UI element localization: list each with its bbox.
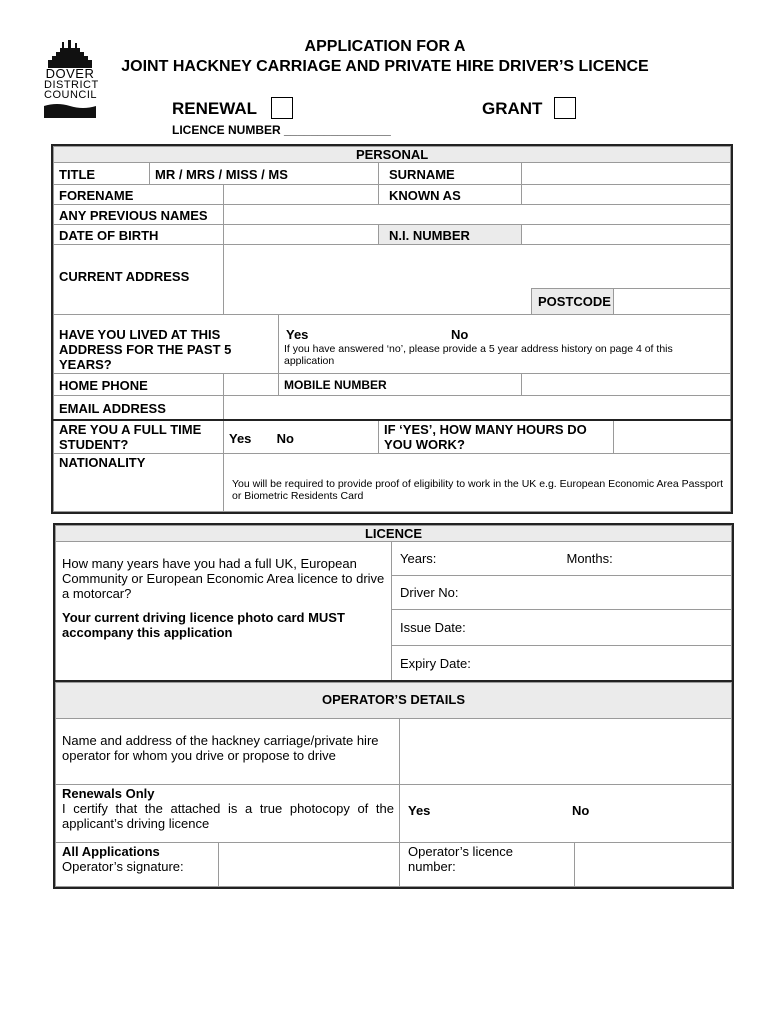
mobile-label: MOBILE NUMBER (279, 374, 522, 396)
home-phone-label: HOME PHONE (54, 374, 224, 396)
dob-input[interactable] (224, 225, 379, 245)
licence-number-field[interactable]: LICENCE NUMBER ________________ (172, 123, 391, 137)
known-as-input[interactable] (522, 185, 731, 205)
ni-input[interactable] (522, 225, 731, 245)
mobile-input[interactable] (522, 374, 731, 396)
signature-label: Operator’s signature: (62, 859, 184, 874)
hours-input[interactable] (614, 420, 731, 454)
lived-question: HAVE YOU LIVED AT THIS ADDRESS FOR THE PAST 5 YEARS? (54, 315, 279, 374)
logo-dover: DOVER (45, 66, 95, 81)
logo-district: DISTRICT (44, 79, 99, 91)
student-answer (224, 420, 379, 454)
surname-label: SURNAME (379, 163, 522, 185)
student-question: ARE YOU A FULL TIME STUDENT? (54, 420, 224, 454)
lived-note: If you have answered ‘no’, please provide a 5 year address history on page 4 of this application (284, 343, 673, 367)
address-label: CURRENT ADDRESS (54, 245, 224, 315)
personal-table (53, 146, 731, 512)
driver-no-field[interactable]: Driver No: (392, 576, 732, 610)
licence-warning: Your current driving licence photo card MUST accompany this application (62, 610, 345, 640)
logo-council: COUNCIL (44, 89, 98, 101)
lived-no[interactable]: No (451, 327, 469, 342)
ni-label: N.I. NUMBER (379, 225, 522, 245)
lived-answer (279, 315, 731, 374)
nationality-input[interactable] (224, 454, 731, 512)
student-yes[interactable]: Yes (229, 430, 252, 446)
form-title-line1: APPLICATION FOR A (304, 38, 466, 55)
licence-table (55, 525, 732, 682)
licence-question: How many years have you had a full UK, European Community or European Economic Area licence to drive a motorcar? (62, 556, 385, 601)
personal-heading: PERSONAL (54, 147, 731, 163)
certify-text: I certify that the attached is a true photocopy of the applicant’s driving licence (62, 801, 394, 831)
nationality-label: NATIONALITY (54, 454, 224, 512)
forename-label: FORENAME (54, 185, 224, 205)
address-input-line2[interactable] (224, 289, 532, 315)
renewal-label: RENEWAL (172, 99, 257, 118)
wave-icon (44, 102, 96, 118)
known-as-label: KNOWN AS (379, 185, 522, 205)
certify-answer (400, 785, 732, 843)
operator-name-question: Name and address of the hackney carriage/private hire operator for whom you drive or propose to drive (56, 719, 400, 785)
postcode-input[interactable] (614, 289, 731, 315)
forename-input[interactable] (224, 185, 379, 205)
dob-label: DATE OF BIRTH (54, 225, 224, 245)
student-no[interactable]: No (276, 430, 295, 446)
grant-checkbox[interactable] (554, 97, 576, 119)
renewals-only-label: Renewals Only (62, 786, 155, 801)
previous-names-label: ANY PREVIOUS NAMES (54, 205, 224, 225)
licence-question-cell (56, 542, 392, 682)
operator-name-input[interactable] (400, 719, 732, 785)
all-apps-label: All Applications (62, 844, 160, 859)
months-field[interactable]: Months: (562, 542, 732, 576)
certify-cell (56, 785, 400, 843)
address-input[interactable] (224, 245, 731, 289)
nationality-note: You will be required to provide proof of eligibility to work in the UK e.g. European Economic Area Passport or Biometric Residents Card (232, 478, 724, 502)
title-label: TITLE (54, 163, 150, 185)
email-input[interactable] (224, 396, 731, 420)
title-options[interactable]: MR / MRS / MISS / MS (150, 163, 379, 185)
postcode-label: POSTCODE (532, 289, 614, 315)
lived-yes[interactable]: Yes (286, 327, 309, 342)
op-licence-label: Operator’s licence number: (400, 843, 575, 887)
all-apps-cell (56, 843, 219, 887)
op-licence-input[interactable] (575, 843, 732, 887)
expiry-date-field[interactable]: Expiry Date: (392, 646, 732, 682)
hours-question: IF ‘YES’, HOW MANY HOURS DO YOU WORK? (379, 420, 614, 454)
form-title-line2: JOINT HACKNEY CARRIAGE AND PRIVATE HIRE DRIVER’S LICENCE (121, 58, 649, 75)
operator-table (55, 682, 732, 887)
certify-no[interactable]: No (572, 803, 590, 818)
issue-date-field[interactable]: Issue Date: (392, 610, 732, 646)
home-phone-input[interactable] (224, 374, 279, 396)
operator-heading: OPERATOR’S DETAILS (56, 683, 732, 719)
licence-heading: LICENCE (56, 526, 732, 542)
email-label: EMAIL ADDRESS (54, 396, 224, 420)
signature-input[interactable] (219, 843, 400, 887)
surname-input[interactable] (522, 163, 731, 185)
years-field[interactable]: Years: (392, 542, 562, 576)
grant-label: GRANT (482, 99, 543, 118)
certify-yes[interactable]: Yes (408, 803, 431, 818)
renewal-checkbox[interactable] (271, 97, 293, 119)
previous-names-input[interactable] (224, 205, 731, 225)
